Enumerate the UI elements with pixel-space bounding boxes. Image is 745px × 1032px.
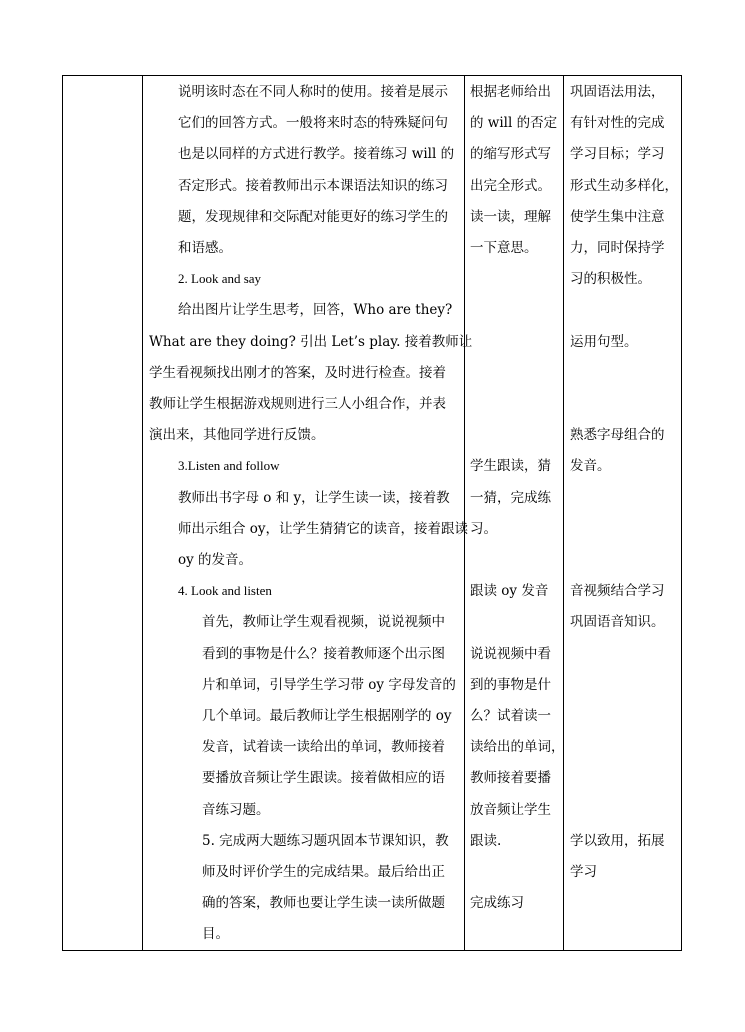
intent-line: 使学生集中注意: [570, 209, 665, 225]
process-line: 确的答案，教师也要让学生读一读所做题: [202, 895, 445, 911]
section-heading: 2. Look and say: [178, 271, 262, 286]
process-line: 它们的回答方式。一般将来时态的特殊疑问句: [178, 115, 448, 131]
process-line: 给出图片让学生思考，回答，Who are they?: [178, 302, 453, 318]
activity-line: 教师接着要播: [470, 770, 551, 786]
process-line: 音练习题。: [202, 802, 270, 818]
column-divider: [464, 76, 465, 950]
process-line: 片和单词，引导学生学习带 oy 字母发音的: [202, 677, 456, 693]
activity-line: 放音频让学生: [470, 802, 551, 818]
activity-line: 到的事物是什: [470, 677, 551, 693]
process-line: 说明该时态在不同人称时的使用。接着是展示: [178, 84, 448, 100]
intent-line: 音视频结合学习: [570, 583, 665, 599]
activity-line: 学生跟读，猜: [470, 458, 551, 474]
activity-line: 完成练习: [470, 895, 524, 911]
process-line: 发音，试着读一读给出的单词，教师接着: [202, 739, 445, 755]
activity-line: 一猜，完成练: [470, 490, 551, 506]
intent-line: 习的积极性。: [570, 271, 651, 287]
intent-line: 巩固语法用法，: [570, 84, 665, 100]
activity-line: 跟读 oy 发音: [470, 583, 549, 599]
activity-line: 的 will 的否定: [470, 115, 558, 131]
process-line: 演出来，其他同学进行反馈。: [149, 427, 325, 443]
activity-line: 说说视频中看: [470, 646, 551, 662]
process-line: 首先，教师让学生观看视频，说说视频中: [202, 614, 445, 630]
activity-line: 根据老师给出: [470, 84, 551, 100]
column-divider: [563, 76, 564, 950]
intent-line: 学习目标；学习: [570, 146, 665, 162]
process-line: 几个单词。最后教师让学生根据刚学的 oy: [202, 708, 452, 724]
process-line: 要播放音频让学生跟读。接着做相应的语: [202, 770, 445, 786]
intent-line: 巩固语音知识。: [570, 614, 665, 630]
activity-line: 读给出的单词，: [470, 739, 565, 755]
process-line: 也是以同样的方式进行教学。接着练习 will 的: [178, 146, 455, 162]
column-divider: [142, 76, 143, 950]
intent-line: 运用句型。: [570, 334, 638, 350]
intent-line: 学习: [570, 864, 597, 880]
intent-line: 发音。: [570, 458, 611, 474]
section-heading: 3.Listen and follow: [178, 458, 280, 473]
activity-line: 习。: [470, 521, 497, 537]
activity-line: 么？试着读一: [470, 708, 551, 724]
intent-line: 熟悉字母组合的: [570, 427, 665, 443]
process-line: 学生看视频找出刚才的答案，及时进行检查。接着: [149, 365, 446, 381]
intent-line: 形式生动多样化，: [570, 178, 678, 194]
activity-line: 的缩写形式写: [470, 146, 551, 162]
section-heading: 4. Look and listen: [178, 583, 272, 598]
intent-line: 学以致用，拓展: [570, 833, 665, 849]
activity-line: 读一读，理解: [470, 209, 551, 225]
process-line: 否定形式。接着教师出示本课语法知识的练习: [178, 178, 448, 194]
activity-line: 一下意思。: [470, 240, 538, 256]
activity-line: 出完全形式。: [470, 178, 551, 194]
process-line: What are they doing? 引出 Let’s play. 接着教师让: [149, 334, 473, 350]
activity-line: 跟读.: [470, 833, 502, 849]
process-line: 和语感。: [178, 240, 232, 256]
intent-line: 力，同时保持学: [570, 240, 665, 256]
lesson-plan-table: [62, 75, 682, 951]
process-line: oy 的发音。: [178, 552, 253, 568]
process-line: 师及时评价学生的完成结果。最后给出正: [202, 864, 445, 880]
process-line: 师出示组合 oy，让学生猜猜它的读音，接着跟读: [178, 521, 469, 537]
process-line: 教师出书字母 o 和 y，让学生读一读，接着教: [178, 490, 450, 506]
process-line: 5. 完成两大题练习题巩固本节课知识，教: [202, 833, 449, 849]
process-line: 目。: [202, 926, 229, 942]
process-line: 题，发现规律和交际配对能更好的练习学生的: [178, 209, 448, 225]
process-line: 教师让学生根据游戏规则进行三人小组合作，并表: [149, 396, 446, 412]
intent-line: 有针对性的完成: [570, 115, 665, 131]
process-line: 看到的事物是什么？接着教师逐个出示图: [202, 646, 445, 662]
